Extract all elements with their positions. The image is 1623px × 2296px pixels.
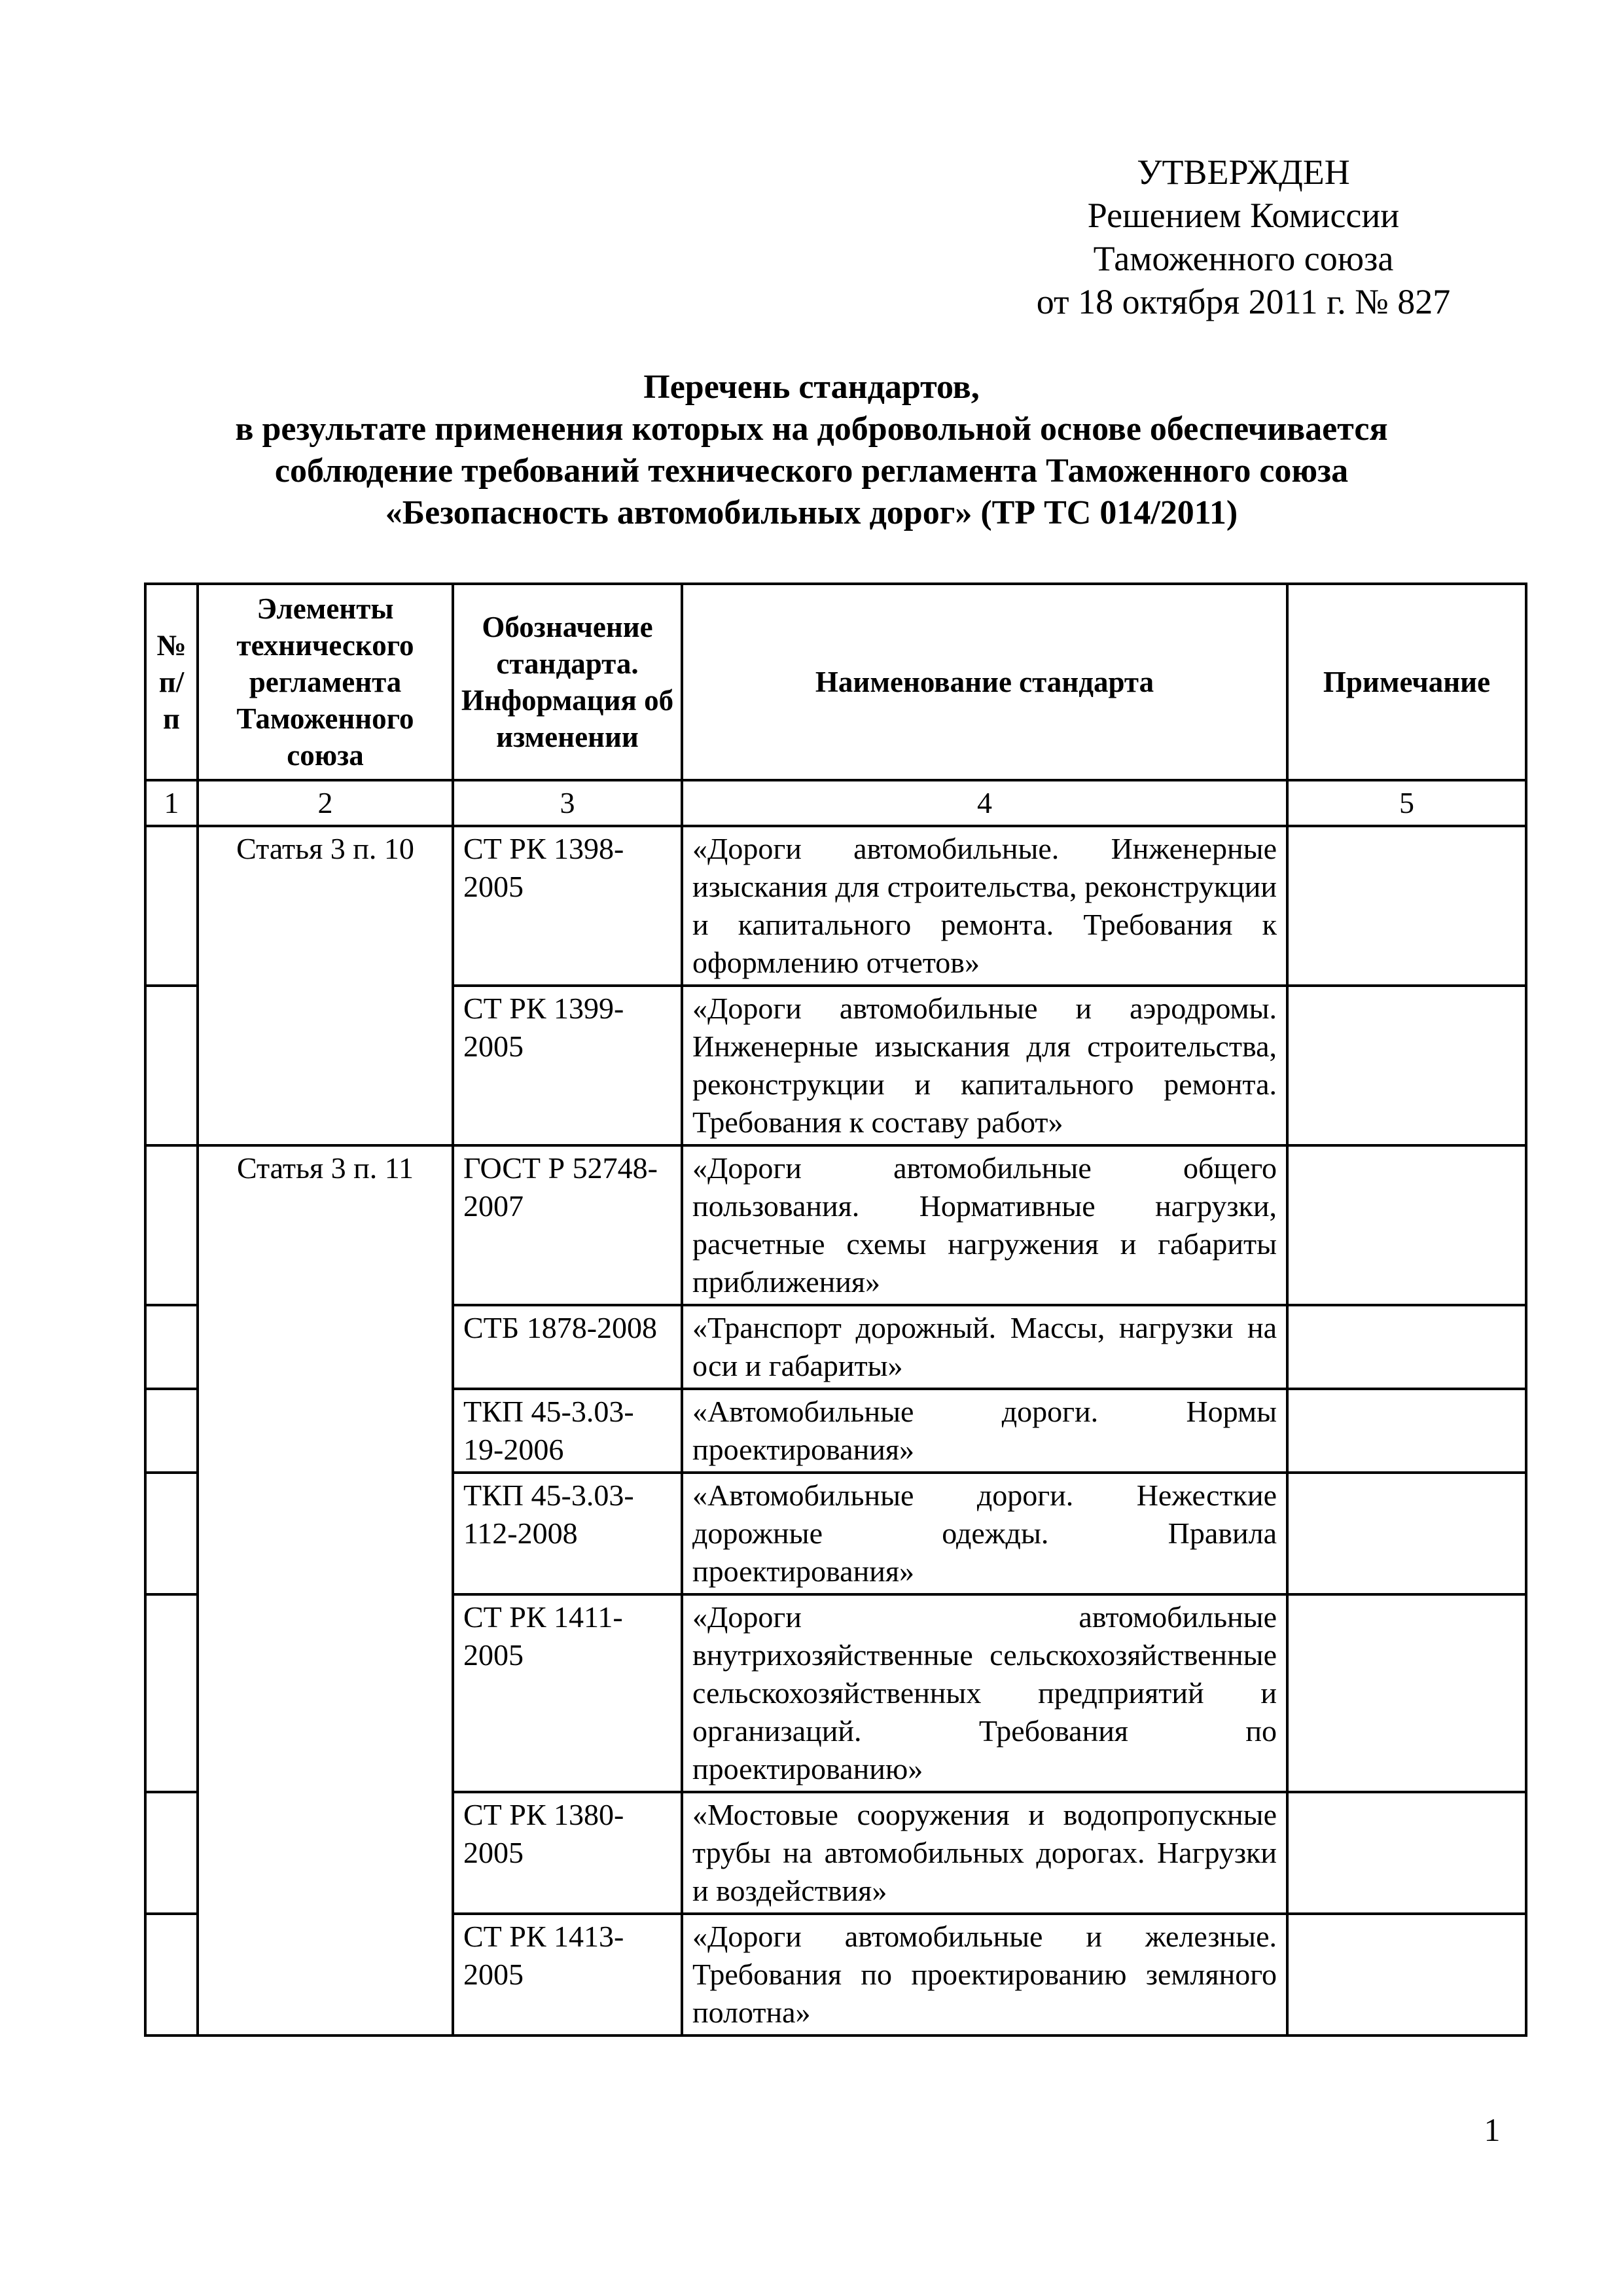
header-element: Элементы технического регламента Таможенного союза bbox=[198, 584, 453, 780]
name-cell: «Дороги автомобильные общего пользования. Нормативные нагрузки, расчетные схемы нагружения и габариты приближения» bbox=[682, 1145, 1287, 1305]
header-code: Обозначение стандарта. Информация об изменении bbox=[453, 584, 682, 780]
approval-line-approved: УТВЕРЖДЕН bbox=[1137, 152, 1350, 192]
column-number-row bbox=[145, 780, 1526, 826]
row-number-cell bbox=[145, 1145, 198, 1305]
code-cell: ТКП 45-3.03-112-2008 bbox=[453, 1473, 682, 1594]
note-cell bbox=[1287, 1594, 1526, 1792]
name-cell: «Транспорт дорожный. Массы, нагрузки на оси и габариты» bbox=[682, 1305, 1287, 1389]
code-cell: ТКП 45-3.03-19-2006 bbox=[453, 1389, 682, 1473]
row-number-cell bbox=[145, 1914, 198, 2036]
note-cell bbox=[1287, 1305, 1526, 1389]
title-line-2: в результате применения которых на добровольной основе обеспечивается bbox=[235, 410, 1388, 448]
title-line-4: «Безопасность автомобильных дорог» (ТР ТС 014/2011) bbox=[385, 494, 1238, 531]
note-cell bbox=[1287, 1914, 1526, 2036]
column-number: 4 bbox=[682, 780, 1287, 826]
title-line-1: Перечень стандартов, bbox=[643, 368, 980, 406]
code-cell: СТБ 1878-2008 bbox=[453, 1305, 682, 1389]
column-number: 5 bbox=[1287, 780, 1526, 826]
row-number-cell bbox=[145, 1473, 198, 1594]
header-name: Наименование стандарта bbox=[682, 584, 1287, 780]
approval-line-decision: Решением Комиссии bbox=[1087, 196, 1400, 235]
name-cell: «Автомобильные дороги. Нежесткие дорожные одежды. Правила проектирования» bbox=[682, 1473, 1287, 1594]
note-cell bbox=[1287, 826, 1526, 986]
name-cell: «Дороги автомобильные. Инженерные изыскания для строительства, реконструкции и капитального ремонта. Требования к оформлению отчетов» bbox=[682, 826, 1287, 986]
row-number-cell bbox=[145, 1792, 198, 1914]
name-cell: «Дороги автомобильные внутрихозяйственные сельскохозяйственные сельскохозяйственных предприятий и организаций. Требования по проектированию» bbox=[682, 1594, 1287, 1792]
document-title bbox=[131, 367, 1492, 534]
note-cell bbox=[1287, 986, 1526, 1145]
code-cell: СТ РК 1413-2005 bbox=[453, 1914, 682, 2036]
table-row bbox=[145, 1145, 1526, 1305]
approval-block bbox=[916, 151, 1571, 323]
header-note: Примечание bbox=[1287, 584, 1526, 780]
row-number-cell bbox=[145, 826, 198, 986]
table-header-row bbox=[145, 584, 1526, 780]
title-line-3: соблюдение требований технического регламента Таможенного союза bbox=[274, 452, 1349, 490]
name-cell: «Автомобильные дороги. Нормы проектирования» bbox=[682, 1389, 1287, 1473]
element-cell: Статья 3 п. 11 bbox=[198, 1145, 453, 2036]
row-number-cell bbox=[145, 986, 198, 1145]
page-number: 1 bbox=[1484, 2111, 1501, 2148]
code-cell: СТ РК 1399-2005 bbox=[453, 986, 682, 1145]
note-cell bbox=[1287, 1473, 1526, 1594]
column-number: 1 bbox=[145, 780, 198, 826]
note-cell bbox=[1287, 1145, 1526, 1305]
name-cell: «Дороги автомобильные и аэродромы. Инженерные изыскания для строительства, реконструкции и капитального ремонта. Требования к составу работ» bbox=[682, 986, 1287, 1145]
code-cell: СТ РК 1411-2005 bbox=[453, 1594, 682, 1792]
column-number: 2 bbox=[198, 780, 453, 826]
code-cell: СТ РК 1398-2005 bbox=[453, 826, 682, 986]
row-number-cell bbox=[145, 1305, 198, 1389]
table-row bbox=[145, 826, 1526, 986]
standards-table bbox=[144, 583, 1527, 2037]
code-cell: ГОСТ Р 52748-2007 bbox=[453, 1145, 682, 1305]
name-cell: «Дороги автомобильные и железные. Требования по проектированию земляного полотна» bbox=[682, 1914, 1287, 2036]
header-number: № п/п bbox=[145, 584, 198, 780]
row-number-cell bbox=[145, 1594, 198, 1792]
note-cell bbox=[1287, 1792, 1526, 1914]
element-cell: Статья 3 п. 10 bbox=[198, 826, 453, 1145]
code-cell: СТ РК 1380-2005 bbox=[453, 1792, 682, 1914]
note-cell bbox=[1287, 1389, 1526, 1473]
name-cell: «Мостовые сооружения и водопропускные трубы на автомобильных дорогах. Нагрузки и воздействия» bbox=[682, 1792, 1287, 1914]
column-number: 3 bbox=[453, 780, 682, 826]
row-number-cell bbox=[145, 1389, 198, 1473]
approval-line-commission: Таможенного союза bbox=[1093, 239, 1394, 278]
approval-line-date: от 18 октября 2011 г. № 827 bbox=[1036, 282, 1451, 321]
